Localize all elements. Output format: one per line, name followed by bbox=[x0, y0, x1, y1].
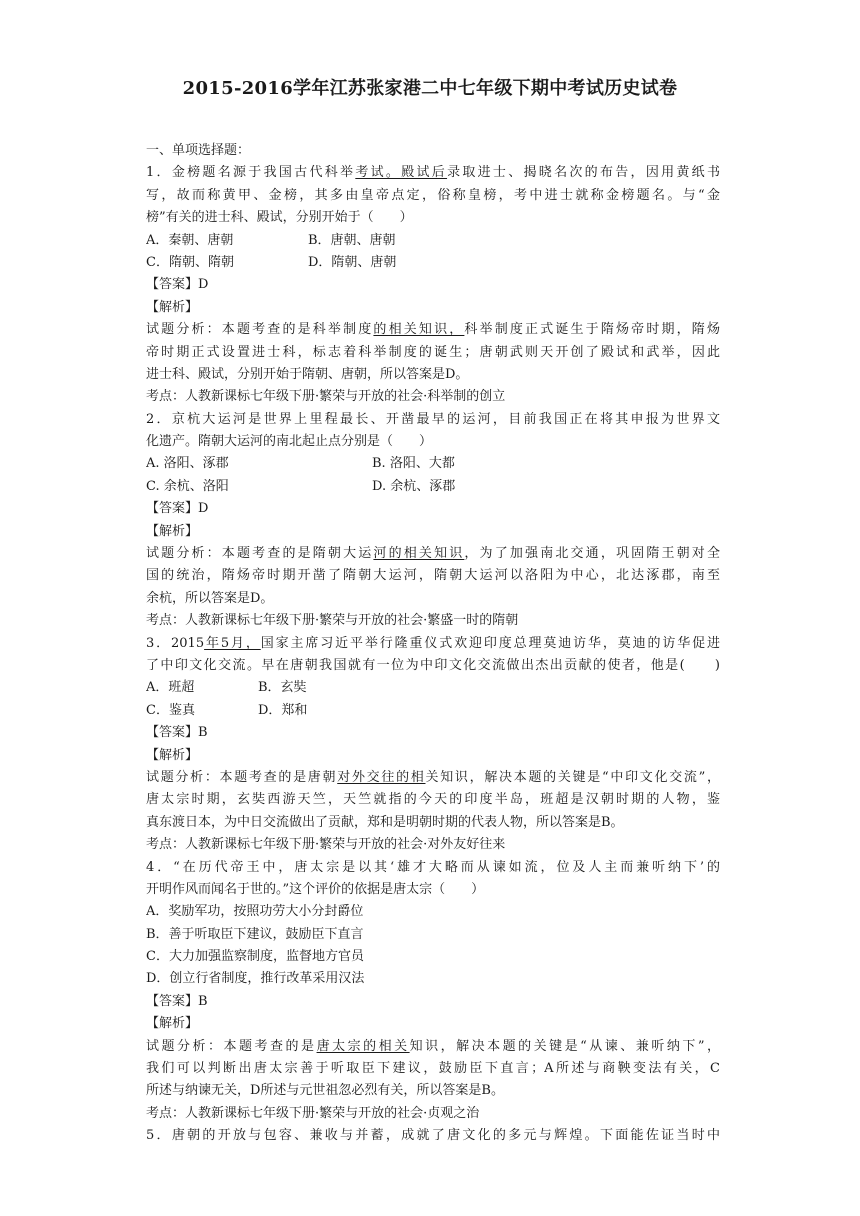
q4-option-c: C．大力加强监察制度，监督地方官员 bbox=[146, 949, 364, 965]
q2-options-row-1 bbox=[146, 453, 720, 475]
q3-option-a: A．班超 bbox=[146, 680, 195, 696]
q1-analysis-line-2: 帝时期正式设置进士科，标志着科举制度的诞生；唐朝武则天开创了殿试和武举，因此 bbox=[146, 344, 720, 360]
q4-analysis-line-2: 我们可以判断出唐太宗善于听取臣下建议，鼓励臣下直言；A所述与商鞅变法有关，C bbox=[146, 1061, 720, 1077]
q2-analysis-line-3: 余杭，所以答案是D。 bbox=[146, 590, 274, 606]
q1-analysis-line-1: 试题分析：本题考查的是科举制度的相关知识，科举制度正式诞生于隋炀帝时期，隋炀 bbox=[146, 322, 720, 338]
q3-option-d: D．郑和 bbox=[258, 702, 308, 718]
q2-answer: 【答案】D bbox=[146, 501, 209, 517]
q2-options-row-2 bbox=[146, 476, 720, 498]
q3-point: 考点：人教新课标七年级下册·繁荣与开放的社会·对外友好往来 bbox=[146, 837, 506, 853]
q2-analysis-line-1: 试题分析：本题考查的是隋朝大运河的相关知识，为了加强南北交通，巩固隋王朝对全 bbox=[146, 546, 720, 562]
q1-analysis-line-3: 进士科、殿试，分别开始于隋朝、唐朝，所以答案是D。 bbox=[146, 366, 469, 382]
q3-stem-line-2: 了中印文化交流。早在唐朝我国就有一位为中印文化交流做出杰出贡献的使者，他是( ) bbox=[146, 657, 720, 673]
q4-analysis-label: 【解析】 bbox=[146, 1016, 199, 1032]
q2-point: 考点：人教新课标七年级下册·繁荣与开放的社会·繁盛一时的隋朝 bbox=[146, 613, 519, 629]
q2-analysis-label: 【解析】 bbox=[146, 523, 199, 539]
section-heading: 一、单项选择题： bbox=[146, 143, 251, 158]
q2-option-d: D. 余杭、涿郡 bbox=[372, 478, 456, 494]
q4-stem-line-1: 4．“在历代帝王中，唐太宗是以其‘雄才大略而从谏如流，位及人主而兼听纳下’的 bbox=[146, 859, 720, 875]
question-2 bbox=[146, 409, 720, 633]
q3-analysis-line-2: 唐太宗时期，玄奘西游天竺，天竺就指的今天的印度半岛，班超是汉朝时期的人物，鉴 bbox=[146, 792, 720, 808]
q1-stem-line-1: 1．金榜题名源于我国古代科举考试。殿试后录取进士、揭晓名次的布告，因用黄纸书 bbox=[146, 165, 720, 181]
q3-option-c: C．鉴真 bbox=[146, 702, 195, 718]
exam-body bbox=[146, 140, 720, 1148]
q2-stem-line-1: 2．京杭大运河是世界上里程最长、开凿最早的运河，目前我国正在将其申报为世界文 bbox=[146, 411, 720, 427]
q3-analysis-line-3: 真东渡日本，为中日交流做出了贡献，郑和是明朝时期的代表人物，所以答案是B。 bbox=[146, 814, 624, 830]
q1-point: 考点：人教新课标七年级下册·繁荣与开放的社会·科举制的创立 bbox=[146, 389, 506, 405]
question-4 bbox=[146, 857, 720, 1126]
q1-options-row-1 bbox=[146, 230, 720, 252]
question-5 bbox=[146, 1125, 720, 1147]
q3-analysis-line-1: 试题分析：本题考查的是唐朝对外交往的相关知识，解决本题的关键是“中印文化交流”， bbox=[146, 769, 720, 785]
q1-options-row-2 bbox=[146, 252, 720, 274]
q1-analysis-label: 【解析】 bbox=[146, 299, 199, 315]
q4-stem-line-2: 开明作风而闻名于世的。”这个评价的依据是唐太宗（ ） bbox=[146, 881, 485, 897]
q4-option-b: B．善于听取臣下建议，鼓励臣下直言 bbox=[146, 926, 364, 942]
q1-option-d: D．隋朝、唐朝 bbox=[308, 254, 397, 270]
q3-stem-line-1: 3．2015年5月，国家主席习近平举行隆重仪式欢迎印度总理莫迪访华，莫迪的访华促进 bbox=[146, 635, 720, 651]
q2-analysis-line-2: 国的统治，隋炀帝时期开凿了隋朝大运河，隋朝大运河以洛阳为中心，北达涿郡，南至 bbox=[146, 568, 720, 584]
q3-answer: 【答案】B bbox=[146, 725, 208, 741]
q1-stem-line-2: 写，故而称黄甲、金榜，其多由皇帝点定，俗称皇榜，考中进士就称金榜题名。与“金 bbox=[146, 187, 720, 203]
question-1 bbox=[146, 162, 720, 408]
q4-answer: 【答案】B bbox=[146, 993, 208, 1009]
q2-option-c: C. 余杭、洛阳 bbox=[146, 478, 229, 494]
q1-answer: 【答案】D bbox=[146, 277, 209, 293]
page-title: 2015-2016学年江苏张家港二中七年级下期中考试历史试卷 bbox=[182, 78, 678, 99]
q5-stem-line-1: 5．唐朝的开放与包容、兼收与并蓄，成就了唐文化的多元与辉煌。下面能佐证当时中 bbox=[146, 1128, 720, 1144]
q2-option-b: B. 洛阳、大都 bbox=[372, 456, 455, 472]
q3-option-b: B．玄奘 bbox=[258, 680, 307, 696]
q3-options-row-2 bbox=[146, 700, 720, 722]
q4-option-a: A．奖励军功，按照功劳大小分封爵位 bbox=[146, 904, 364, 920]
q2-option-a: A. 洛阳、涿郡 bbox=[146, 456, 229, 472]
q4-option-d: D．创立行省制度，推行改革采用汉法 bbox=[146, 971, 365, 987]
q4-analysis-line-3: 所述与纳谏无关，D所述与元世祖忽必烈有关，所以答案是B。 bbox=[146, 1083, 504, 1099]
q4-analysis-line-1: 试题分析：本题考查的是唐太宗的相关知识，解决本题的关键是“从谏、兼听纳下”， bbox=[146, 1038, 720, 1054]
q1-stem-line-3: 榜”有关的进士科、殿试，分别开始于（ ） bbox=[146, 210, 413, 226]
question-3 bbox=[146, 633, 720, 857]
q1-option-a: A．秦朝、唐朝 bbox=[146, 232, 234, 248]
q4-point: 考点：人教新课标七年级下册·繁荣与开放的社会·贞观之治 bbox=[146, 1105, 480, 1121]
q3-options-row-1 bbox=[146, 677, 720, 699]
q2-stem-line-2: 化遗产。隋朝大运河的南北起止点分别是（ ） bbox=[146, 434, 433, 450]
q3-analysis-label: 【解析】 bbox=[146, 747, 199, 763]
q1-option-c: C．隋朝、隋朝 bbox=[146, 254, 234, 270]
q1-option-b: B．唐朝、唐朝 bbox=[308, 232, 396, 248]
